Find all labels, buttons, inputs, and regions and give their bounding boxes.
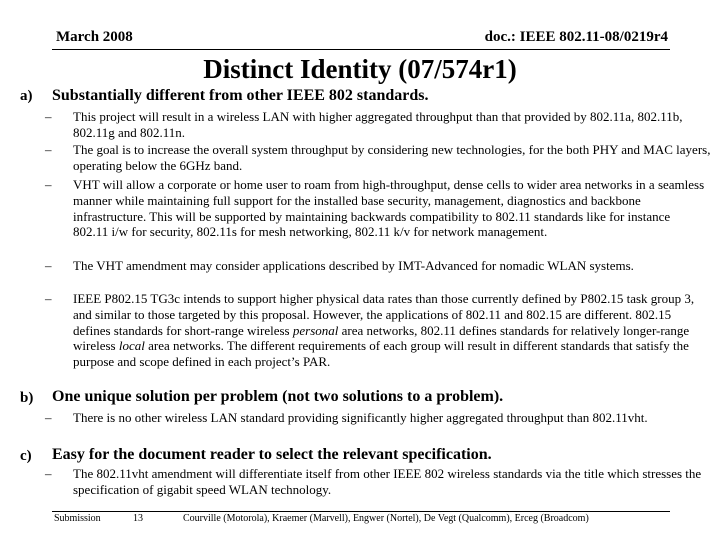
section-c-bullet-1: The 802.11vht amendment will differentiate itself from other IEEE 802 wireless standards via the title which stresses the specification of gigabit speed WLAN technology. xyxy=(73,466,702,497)
dash-marker: – xyxy=(45,177,52,192)
dash-marker: – xyxy=(45,109,52,124)
bullet-5-emphasis-local: local xyxy=(118,338,145,354)
section-b-title: One unique solution per problem (not two solutions to a problem). xyxy=(52,388,504,405)
bullet-5-text-1: IEEE P802.15 TG3c intends to support higher physical data rates than those currently defined by P802.15 task group 3, and similar to those targeted by this proposal. However, the applications of 802.11 and 802.15 are different. 802.15 defines standards for short-range wireless xyxy=(73,291,695,338)
section-a-bullet-1: This project will result in a wireless LAN with higher aggregated throughput than that provided by 802.11a, 802.11b, 802.11g and 802.11n. xyxy=(73,109,683,140)
footer-page-number: 13 xyxy=(133,513,143,524)
footer-authors: Courville (Motorola), Kraemer (Marvell), Engwer (Nortel), De Vegt (Qualcomm), Erceg (Broadcom) xyxy=(183,513,589,524)
dash-marker: – xyxy=(45,291,52,306)
footer-submission: Submission xyxy=(54,513,101,524)
section-a-bullet-2: The goal is to increase the overall system throughput by considering new technologies, for the both PHY and MAC layers, operating below the 6GHz band. xyxy=(73,142,711,173)
section-b-letter: b) xyxy=(20,390,34,406)
bullet-5-emphasis-personal: personal xyxy=(292,322,339,338)
section-c-letter: c) xyxy=(20,448,32,464)
header-doc-id: doc.: IEEE 802.11-08/0219r4 xyxy=(484,29,668,45)
dash-marker: – xyxy=(45,410,52,425)
bullet-5-text-3: area networks. The different requirements of each group will result in different standards that satisfy the purpose and scope defined in each project’s PAR. xyxy=(73,338,689,370)
footer-divider xyxy=(52,511,670,512)
section-a-bullet-5 xyxy=(73,291,708,370)
dash-marker: – xyxy=(45,142,52,157)
bullet-5-text-2: area networks, 802.11 defines standards for relatively longer-range wireless xyxy=(73,322,690,354)
section-a-bullet-4: The VHT amendment may consider applications described by IMT-Advanced for nomadic WLAN systems. xyxy=(73,258,634,273)
section-b-bullet-1: There is no other wireless LAN standard providing significantly higher aggregated throughput than 802.11vht. xyxy=(73,410,648,425)
section-a-title: Substantially different from other IEEE 802 standards. xyxy=(52,87,429,104)
header-date: March 2008 xyxy=(56,29,133,45)
slide-title: Distinct Identity (07/574r1) xyxy=(203,54,517,84)
section-a-letter: a) xyxy=(20,88,33,104)
header-divider xyxy=(52,49,670,50)
dash-marker: – xyxy=(45,466,52,481)
dash-marker: – xyxy=(45,258,52,273)
section-c-title: Easy for the document reader to select the relevant specification. xyxy=(52,446,492,463)
section-a-bullet-3: VHT will allow a corporate or home user to roam from high-throughput, dense cells to wider area networks in a seamless manner while maintaining full support for the installed base security, management, diagnostics and backbone infrastructure. This will be supported by maintaining backwards compatibility to 802.11 standards like for instance 802.11 i/w for security, 802.11s for mesh networking, 802.11 k/v for network management. xyxy=(73,177,705,240)
